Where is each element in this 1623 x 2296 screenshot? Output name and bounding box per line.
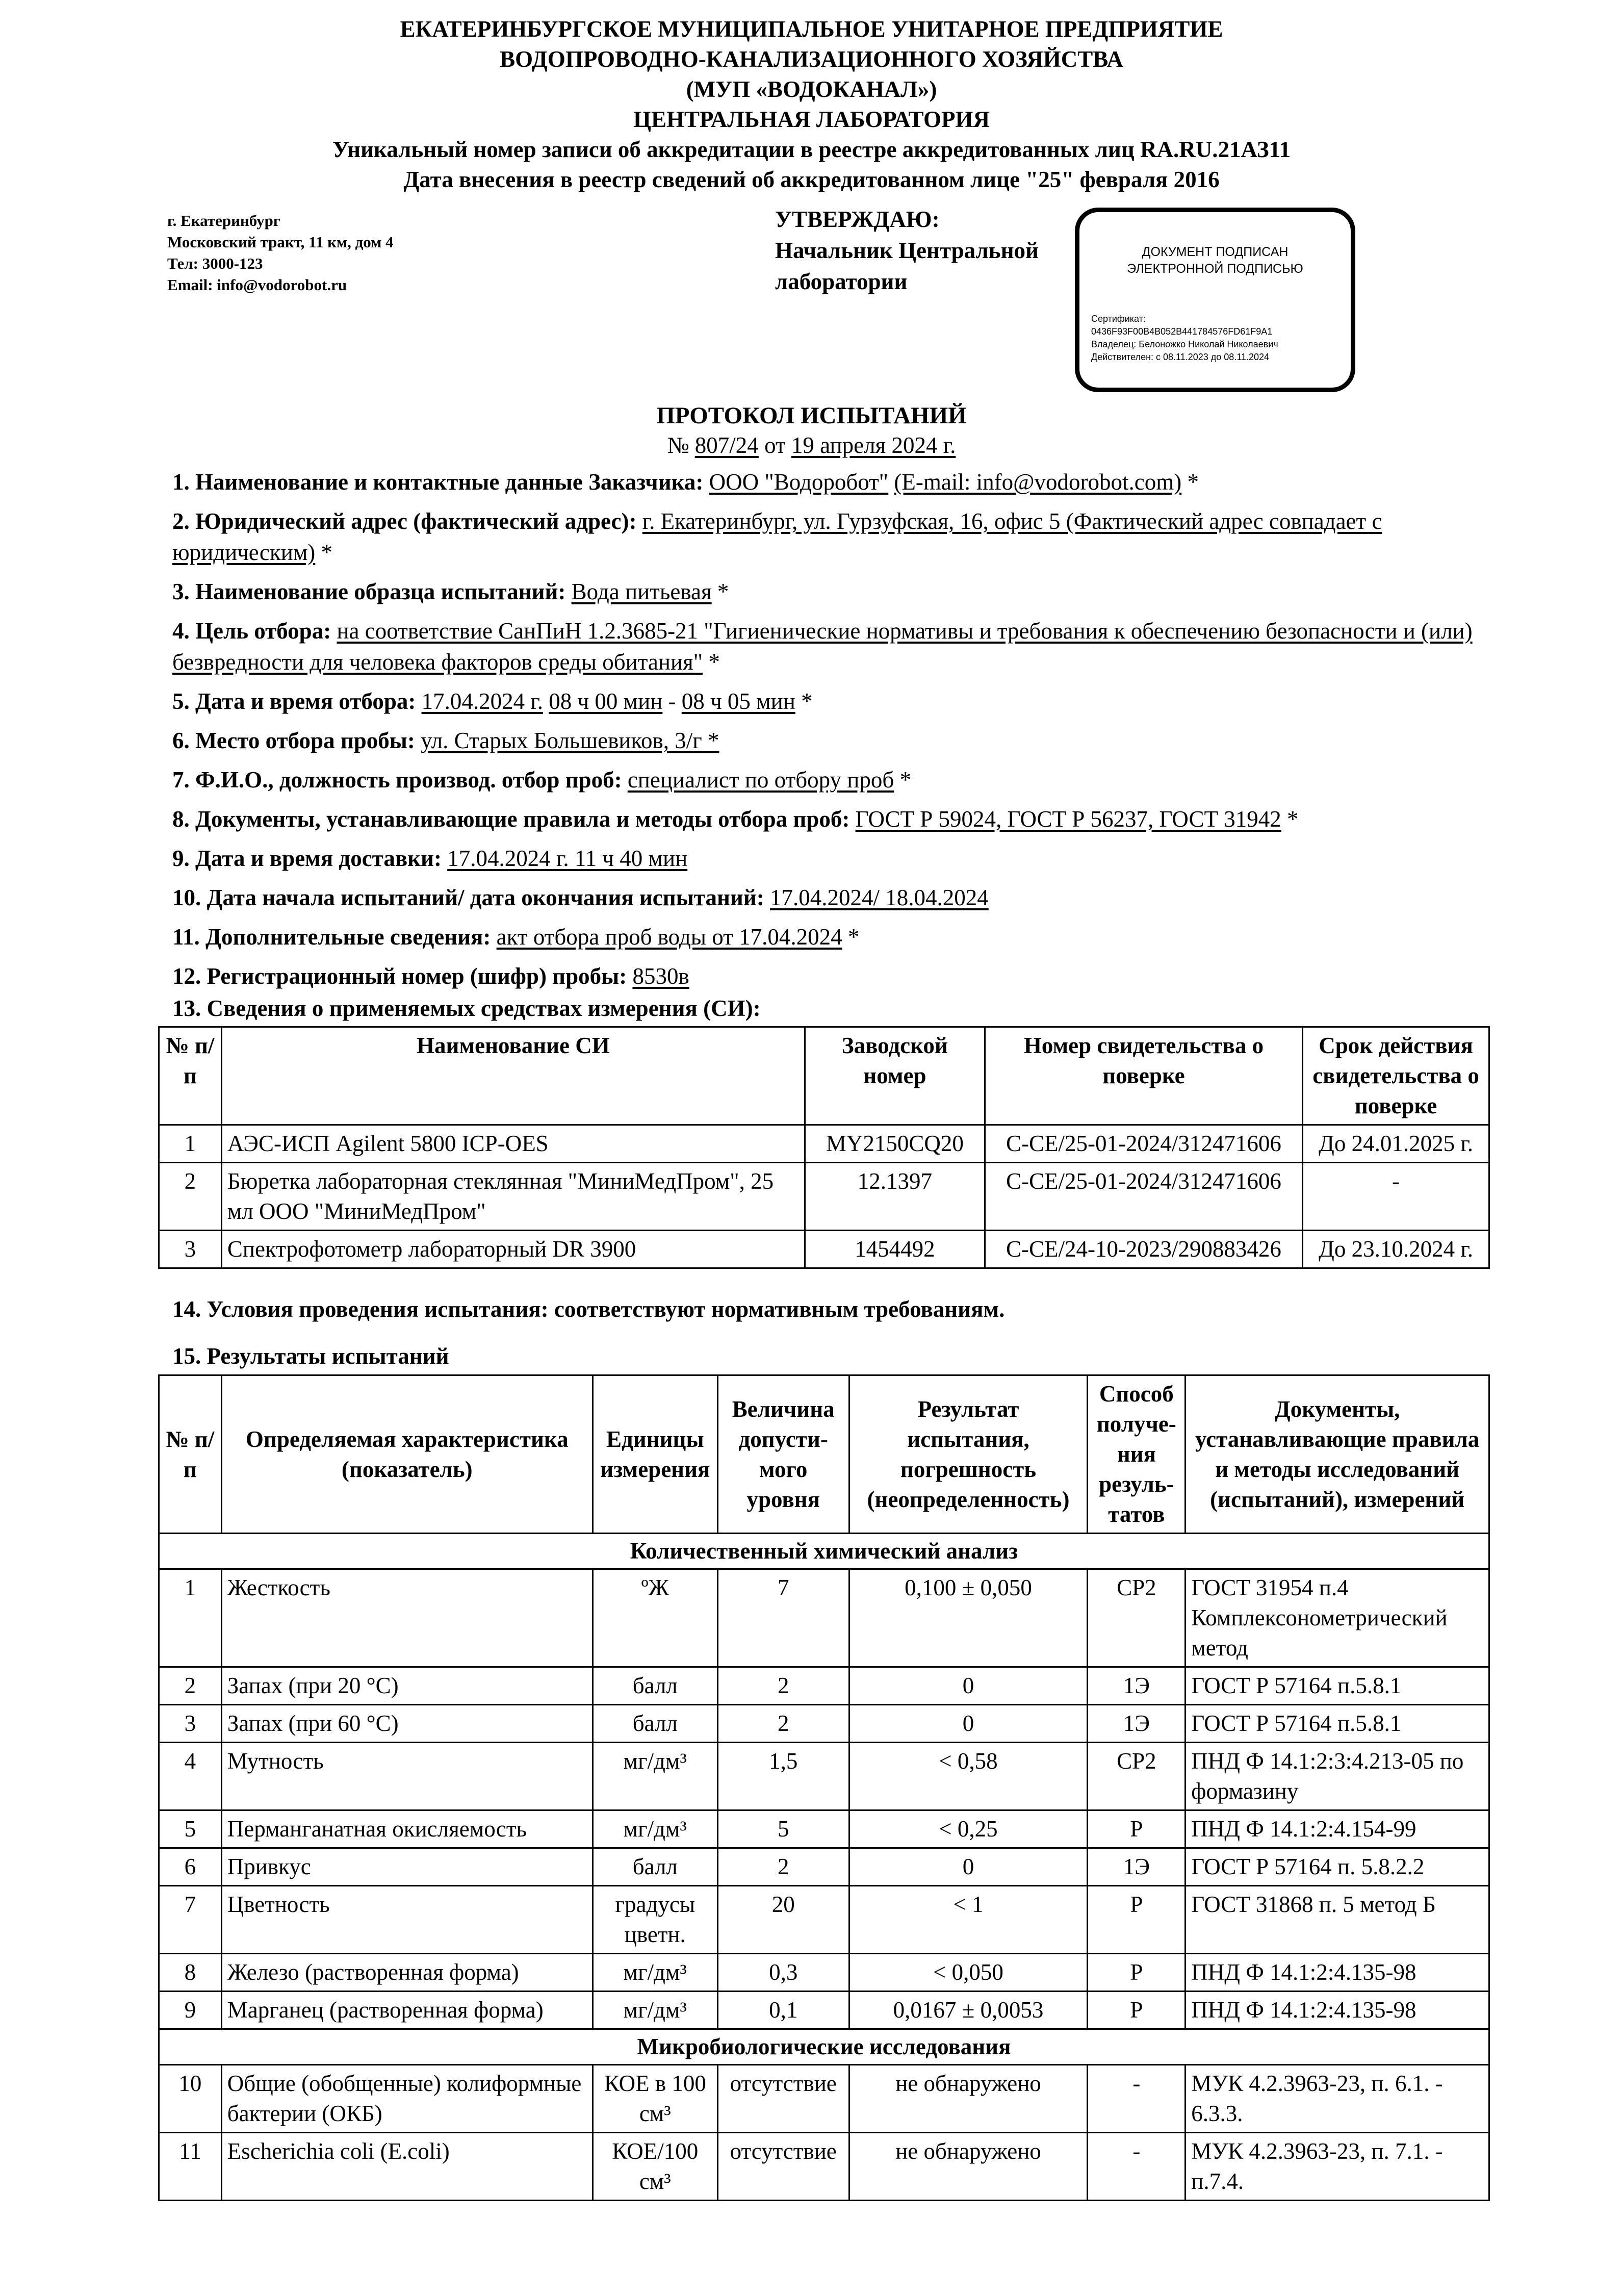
section-row-microbiological [159,2029,1489,2065]
registry-date: Дата внесения в реестр сведений об аккредитованном лице "25" февраля 2016 [403,167,1220,192]
accreditation-number: Уникальный номер записи об аккредитации в реестре аккредитованных лиц RA.RU.21АЗ11 [332,137,1291,162]
cell: 11 [159,2133,222,2201]
cell: ГОСТ 31868 п. 5 метод Б [1186,1886,1489,1954]
section-label: Количественный химический анализ [159,1534,1489,1569]
item-sampling-docs [172,804,1473,835]
asterisk: * [1281,806,1299,832]
cell: 0,1 [717,1992,849,2029]
contact-city: г. Екатеринбург [167,212,280,229]
cell: Марганец (растворенная форма) [221,1992,592,2029]
approve-position-line2: лаборатории [775,269,908,294]
protocol-from: от [758,432,791,458]
cell: ГОСТ 31954 п.4 Комплексонометрический метод [1186,1569,1489,1667]
cell: Общие (обобщенные) колиформные бактерии (ОКБ) [221,2065,592,2133]
item-label: 10. Дата начала испытаний/ дата окончания испытаний: [172,885,764,910]
cell: 3 [159,1705,222,1743]
cell: 7 [159,1886,222,1954]
delivery-datetime: 17.04.2024 г. 11 ч 40 мин [447,846,688,871]
cell: Цветность [221,1886,592,1954]
results-table [158,1374,1490,2201]
si-table [158,1026,1490,1269]
asterisk: * [315,540,333,565]
item-label: 6. Место отбора пробы: [172,728,415,753]
protocol-date: 19 апреля 2024 г. [791,432,956,458]
cell: Р [1088,1810,1186,1848]
item-label: 2. Юридический адрес (фактический адрес): [172,508,637,534]
contact-phone: Тел: 3000-123 [167,254,263,272]
legal-address: г. Екатеринбург, ул. Гурзуфская, 16, офис 5 (Фактический адрес совпадает с юридическим) [172,508,1382,565]
item-additional-info [172,922,1473,953]
table-row [159,1954,1489,1992]
sampler-position: специалист по отбору проб [627,767,894,793]
cell: КОЕ в 100 см³ [592,2065,717,2133]
cell: Бюретка лабораторная стеклянная "МиниМедПром", 25 мл ООО "МиниМедПром" [221,1163,805,1231]
cell: 20 [717,1886,849,1954]
cell: Мутность [221,1743,592,1810]
cell: Р [1088,1992,1186,2029]
col-si-name: Наименование СИ [221,1027,805,1125]
stamp-cert-label: Сертификат: [1091,314,1146,324]
table-row [159,1667,1489,1705]
si-section-title: 13. Сведения о применяемых средствах измерения (СИ): [172,996,761,1021]
item-label: 7. Ф.И.О., должность производ. отбор проб: [172,767,622,793]
cell: 8 [159,1954,222,1992]
col-permissible-level: Величина допусти-мого уровня [717,1375,849,1534]
cell: ГОСТ Р 57164 п.5.8.1 [1186,1705,1489,1743]
cell: Спектрофотометр лабораторный DR 3900 [221,1231,805,1268]
stamp-owner: Владелец: Белоножко Николай Николаевич [1091,339,1278,349]
cell: ПНД Ф 14.1:2:3:4.213-05 по формазину [1186,1743,1489,1810]
cell: < 0,25 [849,1810,1088,1848]
cell: < 0,58 [849,1743,1088,1810]
cell: 1454492 [805,1231,985,1268]
sampling-time-to: 08 ч 05 мин [681,688,795,714]
cell: < 0,050 [849,1954,1088,1992]
cell: Перманганатная окисляемость [221,1810,592,1848]
cell: балл [592,1705,717,1743]
cell: Р [1088,1954,1186,1992]
sampling-documents: ГОСТ Р 59024, ГОСТ Р 56237, ГОСТ 31942 [855,806,1281,832]
table-row [159,1231,1489,1268]
test-dates: 17.04.2024/ 18.04.2024 [769,885,989,910]
cell: 0,100 ± 0,050 [849,1569,1088,1667]
col-documents: Документы, устанавливающие правила и методы исследований (испытаний), измерений [1186,1375,1489,1534]
cell: 1Э [1088,1667,1186,1705]
cell: 3 [159,1231,222,1268]
table-row [159,1125,1489,1163]
col-number: № п/п [159,1375,222,1534]
cell: отсутствие [717,2065,849,2133]
protocol-number-line [0,430,1623,461]
table-row [159,1886,1489,1954]
cell: Escherichia coli (E.coli) [221,2133,592,2201]
stamp-certificate-info [1091,313,1278,364]
cell: 1 [159,1569,222,1667]
cell: 2 [717,1848,849,1886]
table-row [159,1743,1489,1810]
cell: 2 [159,1667,222,1705]
stamp-title-line2: ЭЛЕКТРОННОЙ ПОДПИСЬЮ [1127,262,1303,276]
cell: Железо (растворенная форма) [221,1954,592,1992]
sample-name: Вода питьевая [571,579,712,604]
approval-block [775,204,1039,297]
item-delivery [172,843,1473,874]
sample-code: 8530в [632,963,689,989]
cell: не обнаружено [849,2133,1088,2201]
sampling-purpose: на соответствие СанПиН 1.2.3685-21 "Гигиенические нормативы и требования к обеспечению безопасности и (или) безвредности для человека факторов среды обитания" [172,618,1473,675]
e-signature-stamp [1075,208,1355,392]
cell: ГОСТ Р 57164 п. 5.8.2.2 [1186,1848,1489,1886]
section-label: Микробиологические исследования [159,2029,1489,2065]
cell: Привкус [221,1848,592,1886]
cell: 1Э [1088,1705,1186,1743]
contact-email: Email: info@vodorobot.ru [167,276,347,294]
protocol-no-prefix: № [667,432,695,458]
item-sampler [172,764,1473,796]
cell: балл [592,1848,717,1886]
item-sampling-datetime [172,686,1473,717]
item-label: 5. Дата и время отбора: [172,688,416,714]
asterisk: * [894,767,911,793]
table-row [159,2133,1489,2201]
cell: мг/дм³ [592,1954,717,1992]
stamp-cert-number: 0436F93F00B4B052B441784576FD61F9A1 [1091,326,1273,337]
cell: КОЕ/100 см³ [592,2133,717,2201]
cell: МУК 4.2.3963-23, п. 7.1. - п.7.4. [1186,2133,1489,2201]
cell: С-СЕ/25-01-2024/312471606 [985,1163,1302,1231]
customer-email: (E-mail: info@vodorobot.com) [894,469,1182,495]
cell: - [1088,2065,1186,2133]
customer-name: ООО "Водоробот" [709,469,889,495]
col-certificate: Номер свидетельства о поверке [985,1027,1302,1125]
col-validity: Срок действия свидетельства о поверке [1303,1027,1489,1125]
contact-address: Московский тракт, 11 км, дом 4 [167,233,394,251]
col-result: Результат испытания, погрешность (неопределенность) [849,1375,1088,1534]
col-units: Единицы измерения [592,1375,717,1534]
sampling-place: ул. Старых Большевиков, 3/г * [421,728,719,753]
sampling-time-from: 08 ч 00 мин [549,688,663,714]
cell: ПНД Ф 14.1:2:4.154-99 [1186,1810,1489,1848]
cell: 9 [159,1992,222,2029]
cell: градусы цветн. [592,1886,717,1954]
protocol-number: 807/24 [694,432,759,458]
cell: 0,3 [717,1954,849,1992]
asterisk: * [1181,469,1199,495]
col-method: Способ получе-ния резуль-татов [1088,1375,1186,1534]
cell: 7 [717,1569,849,1667]
cell: 0,0167 ± 0,0053 [849,1992,1088,2029]
item-customer [172,467,1473,498]
cell: отсутствие [717,2133,849,2201]
cell: Р [1088,1886,1186,1954]
item-label: 3. Наименование образца испытаний: [172,579,566,604]
cell: СР2 [1088,1569,1186,1667]
cell: не обнаружено [849,2065,1088,2133]
cell: 2 [159,1163,222,1231]
item-label: 1. Наименование и контактные данные Заказчика: [172,469,704,495]
cell: 2 [717,1705,849,1743]
org-name-line2: ВОДОПРОВОДНО-КАНАЛИЗАЦИОННОГО ХОЗЯЙСТВА [500,46,1123,72]
cell: До 23.10.2024 г. [1303,1231,1489,1268]
approve-position-line1: Начальник Центральной [775,238,1039,263]
cell: ПНД Ф 14.1:2:4.135-98 [1186,1992,1489,2029]
col-serial: Заводской номер [805,1027,985,1125]
cell: 5 [159,1810,222,1848]
cell: АЭС-ИСП Agilent 5800 ICP-OES [221,1125,805,1163]
cell: 4 [159,1743,222,1810]
cell: Жесткость [221,1569,592,1667]
approve-label: УТВЕРЖДАЮ: [775,207,940,232]
cell: Запах (при 60 °С) [221,1705,592,1743]
cell: До 24.01.2025 г. [1303,1125,1489,1163]
item-label: 9. Дата и время доставки: [172,846,442,871]
protocol-title: ПРОТОКОЛ ИСПЫТАНИЙ [656,402,967,429]
cell: - [1303,1163,1489,1231]
cell: 1 [159,1125,222,1163]
cell: СР2 [1088,1743,1186,1810]
cell: балл [592,1667,717,1705]
cell: 1,5 [717,1743,849,1810]
item-label: 11. Дополнительные сведения: [172,924,491,950]
org-name-line1: ЕКАТЕРИНБУРГСКОЕ МУНИЦИПАЛЬНОЕ УНИТАРНОЕ ПРЕДПРИЯТИЕ [400,16,1223,42]
cell: мг/дм³ [592,1743,717,1810]
cell: 12.1397 [805,1163,985,1231]
item-sample-name [172,576,1473,607]
cell: 0 [849,1848,1088,1886]
additional-info: акт отбора проб воды от 17.04.2024 [496,924,842,950]
asterisk: * [795,688,813,714]
cell: Запах (при 20 °С) [221,1667,592,1705]
organization-header [0,14,1623,195]
item-legal-address [172,506,1473,568]
table-row [159,1705,1489,1743]
item-sample-code [172,961,1473,992]
section-row-chemical [159,1534,1489,1569]
table-row [159,1848,1489,1886]
stamp-validity: Действителен: с 08.11.2023 до 08.11.2024 [1091,352,1270,362]
cell: С-СЕ/25-01-2024/312471606 [985,1125,1302,1163]
cell: 10 [159,2065,222,2133]
col-number: № п/п [159,1027,222,1125]
stamp-title-line1: ДОКУМЕНТ ПОДПИСАН [1142,245,1289,259]
table-row [159,1163,1489,1231]
cell: ПНД Ф 14.1:2:4.135-98 [1186,1954,1489,1992]
stamp-title [1079,244,1351,277]
conditions-line: 14. Условия проведения испытания: соответствуют нормативным требованиям. [172,1296,1005,1322]
item-purpose [172,616,1473,678]
dash: - [662,688,682,714]
cell: - [1088,2133,1186,2201]
results-section-title: 15. Результаты испытаний [172,1343,449,1369]
org-name-line3: (МУП «ВОДОКАНАЛ») [686,76,937,102]
item-sampling-place [172,725,1473,756]
asterisk: * [711,579,729,604]
cell: ºЖ [592,1569,717,1667]
cell: мг/дм³ [592,1810,717,1848]
cell: 1Э [1088,1848,1186,1886]
item-test-dates [172,882,1473,913]
table-row [159,1810,1489,1848]
cell: 0 [849,1667,1088,1705]
cell: С-СЕ/24-10-2023/290883426 [985,1231,1302,1268]
si-header-row [159,1027,1489,1125]
table-row [159,1992,1489,2029]
item-label: 8. Документы, устанавливающие правила и методы отбора проб: [172,806,850,832]
results-header-row [159,1375,1489,1534]
lab-contacts [167,210,394,296]
cell: ГОСТ Р 57164 п.5.8.1 [1186,1667,1489,1705]
cell: MY2150CQ20 [805,1125,985,1163]
sampling-date: 17.04.2024 г. [421,688,543,714]
cell: < 1 [849,1886,1088,1954]
asterisk: * [703,649,720,675]
item-label: 12. Регистрационный номер (шифр) пробы: [172,963,627,989]
table-row [159,2065,1489,2133]
cell: МУК 4.2.3963-23, п. 6.1. - 6.3.3. [1186,2065,1489,2133]
table-row [159,1569,1489,1667]
lab-name: ЦЕНТРАЛЬНАЯ ЛАБОРАТОРИЯ [633,107,990,132]
asterisk: * [842,924,860,950]
cell: 2 [717,1667,849,1705]
cell: мг/дм³ [592,1992,717,2029]
cell: 6 [159,1848,222,1886]
item-label: 4. Цель отбора: [172,618,331,644]
protocol-items [172,467,1473,1000]
cell: 5 [717,1810,849,1848]
cell: 0 [849,1705,1088,1743]
col-characteristic: Определяемая характеристика (показатель) [221,1375,592,1534]
